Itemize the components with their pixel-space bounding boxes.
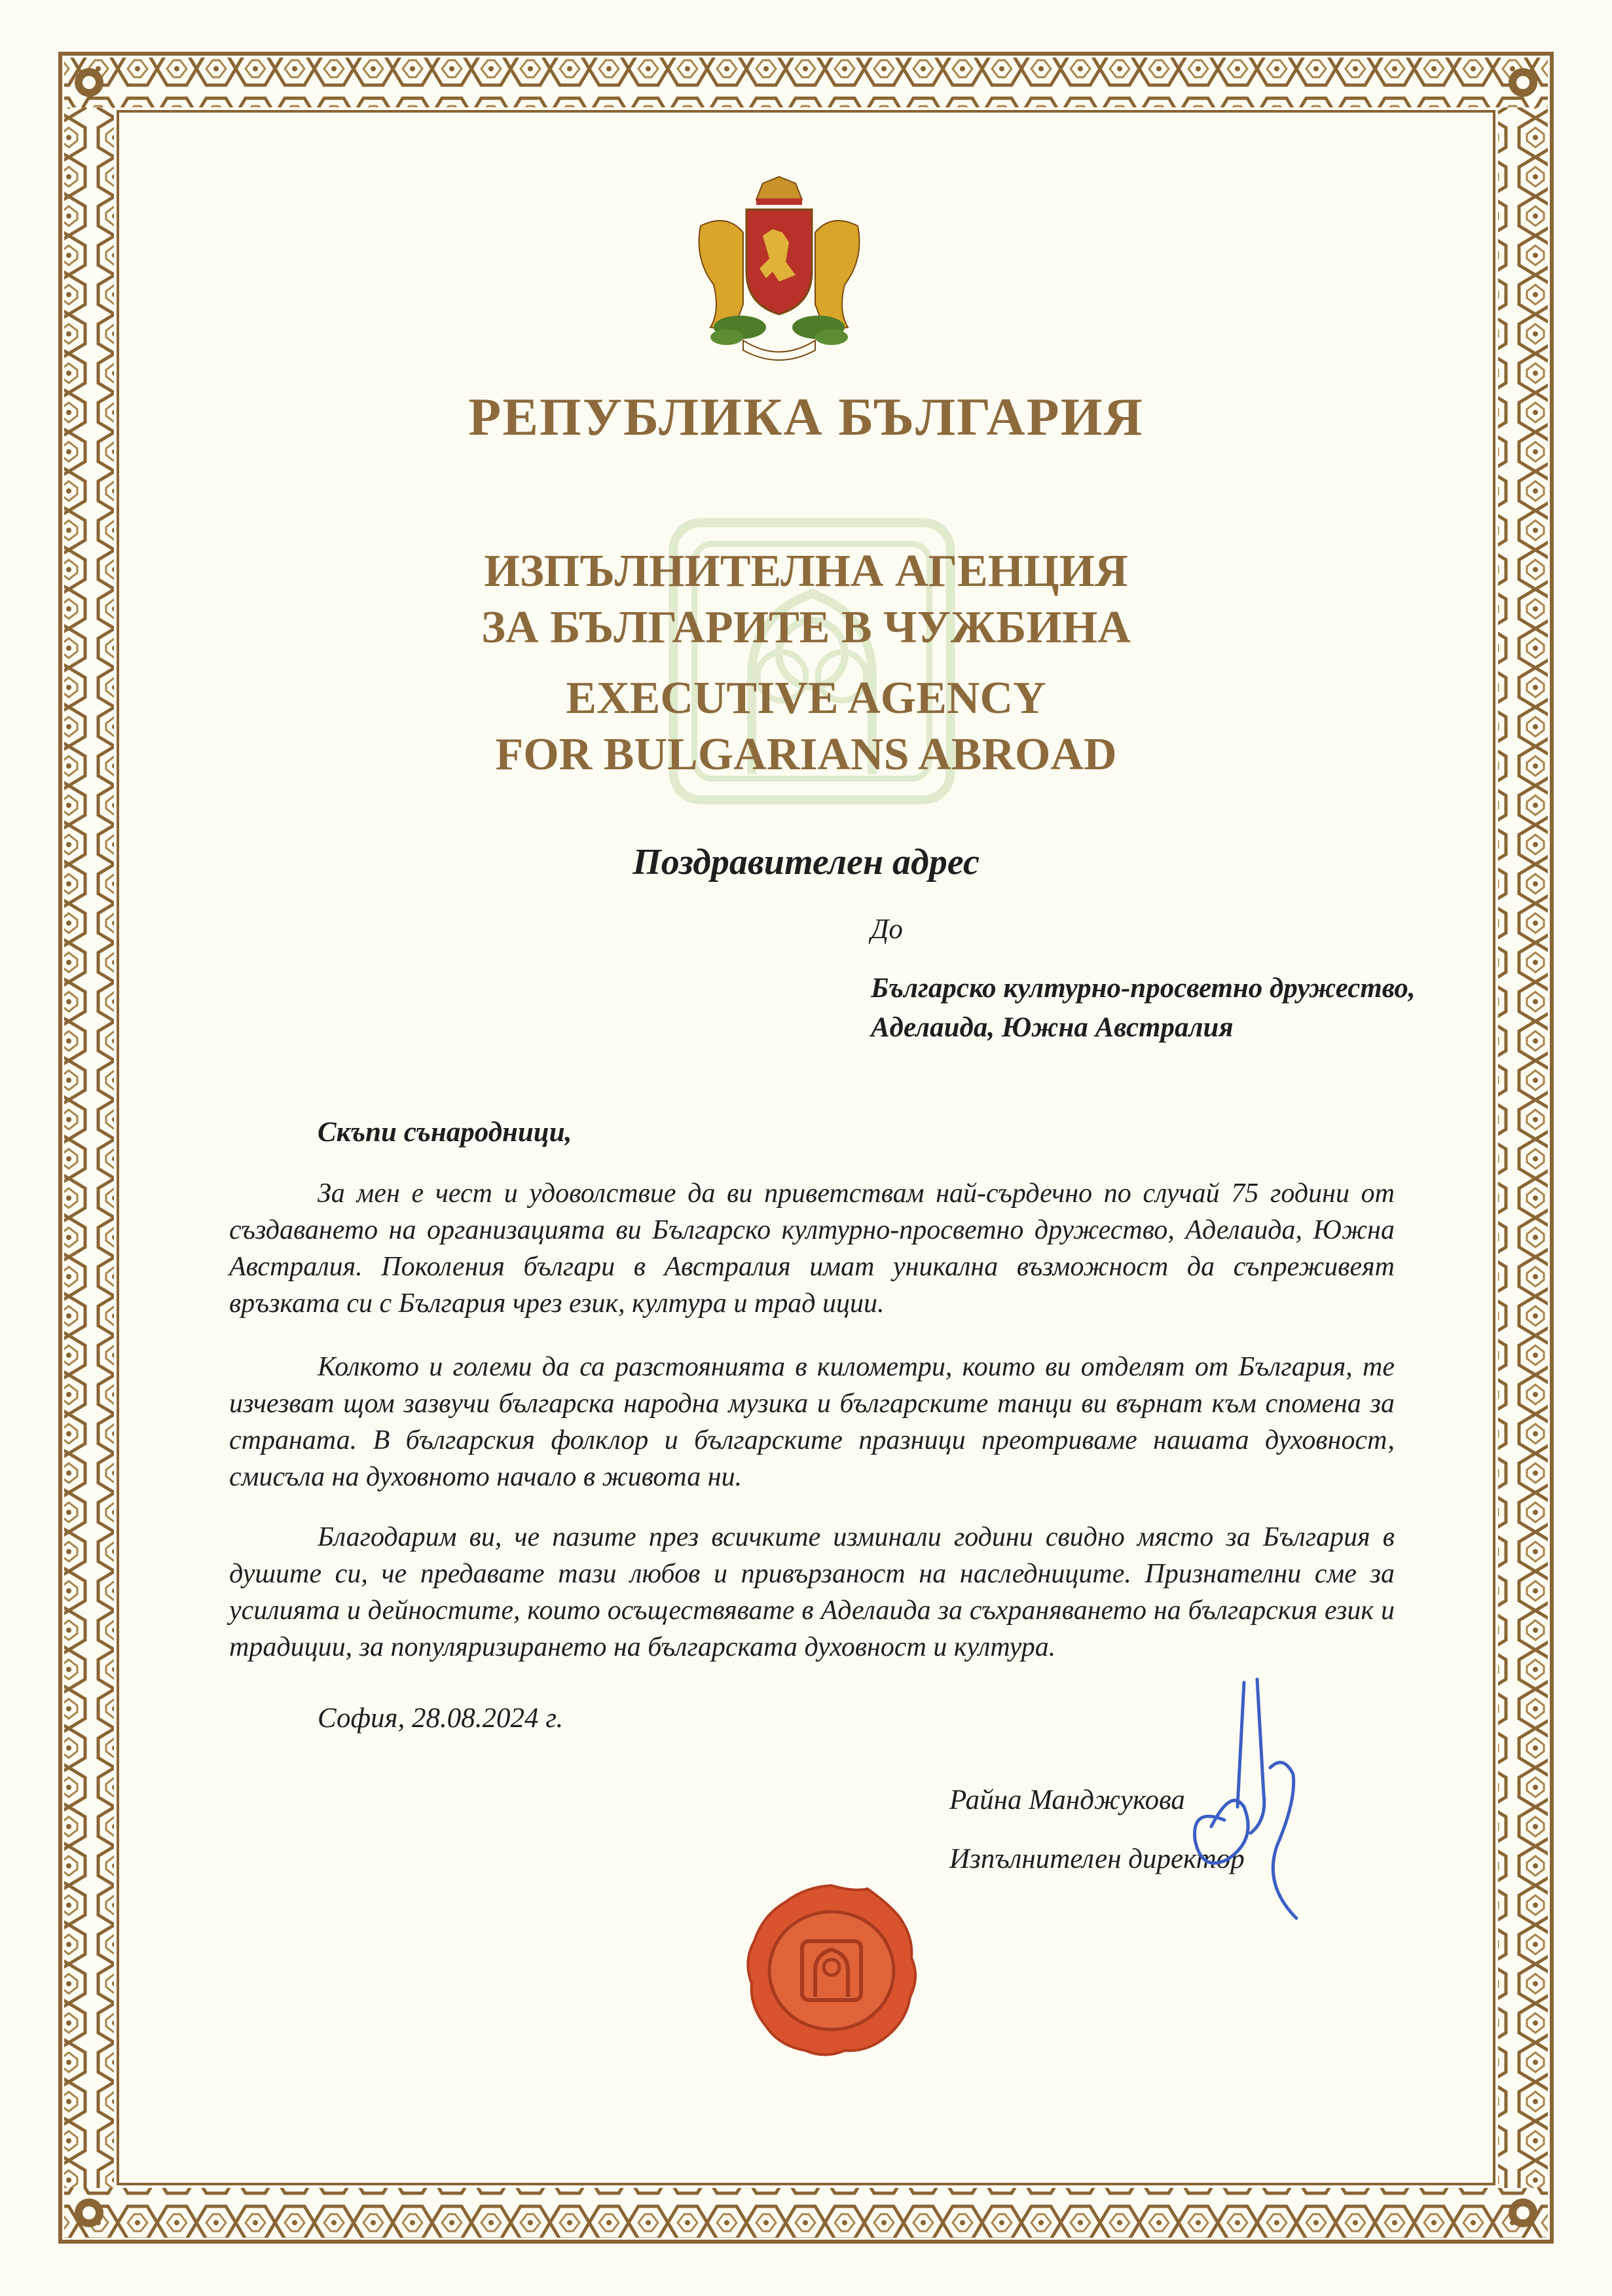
bulgarian-coat-of-arms-icon	[681, 173, 877, 370]
agency-name-bg-line1: ИЗПЪЛНИТЕЛНА АГЕНЦИЯ	[484, 546, 1128, 596]
handwritten-signature-icon	[1165, 1676, 1323, 1925]
agency-name-en-line1: EXECUTIVE AGENCY	[566, 673, 1046, 723]
document-heading: Поздравителен адрес	[632, 842, 980, 883]
to-label: До	[871, 914, 903, 945]
recipient-line1: Българско културно-просветно дружество,	[871, 973, 1416, 1004]
signatory-title: Изпълнителен директор	[949, 1844, 1245, 1874]
wax-seal-icon	[740, 1879, 923, 2062]
agency-name-en-line2: FOR BULGARIANS ABROAD	[495, 729, 1117, 780]
agency-name-bg-line2: ЗА БЪЛГАРИТЕ В ЧУЖБИНА	[481, 602, 1131, 653]
country-title: РЕПУБЛИКА БЪЛГАРИЯ	[468, 387, 1144, 446]
paragraph-3: Благодарим ви, че пазите през всичките изминали години свидно място за България в душите си, че предавате тази любов и привързаност на наследниците. Признателни сме за усилията и дейностите, които осъществявате в Аделаида за съхраняването на българския език и традиции, за популяризирането на българската духовност и култура.	[229, 1522, 1395, 1662]
salutation: Скъпи сънародници,	[318, 1117, 572, 1148]
signatory-name: Райна Манджукова	[949, 1785, 1185, 1815]
recipient-line2: Аделаида, Южна Австралия	[871, 1012, 1234, 1043]
place-date: София, 28.08.2024 г.	[318, 1703, 564, 1734]
paragraph-2: Колкото и големи да са разстоянията в километри, които ви отделят от България, те изчезват щом зазвучи българска народна музика и българските танци ви върнат към спомена за страната. В българския фолклор и българските празници преотриваме нашата духовност, смисъла на духовното начало в живота ни.	[229, 1352, 1395, 1492]
paragraph-1: За мен е чест и удоволствие да ви приветствам най-сърдечно по случай 75 години от създаването на организацията ви Българско културно-просветно дружество, Аделаида, Южна Австралия. Поколения българи в Австралия имат уникална възможност да съпреживеят връзката си с България чрез език, култура и трад иции.	[229, 1178, 1395, 1319]
